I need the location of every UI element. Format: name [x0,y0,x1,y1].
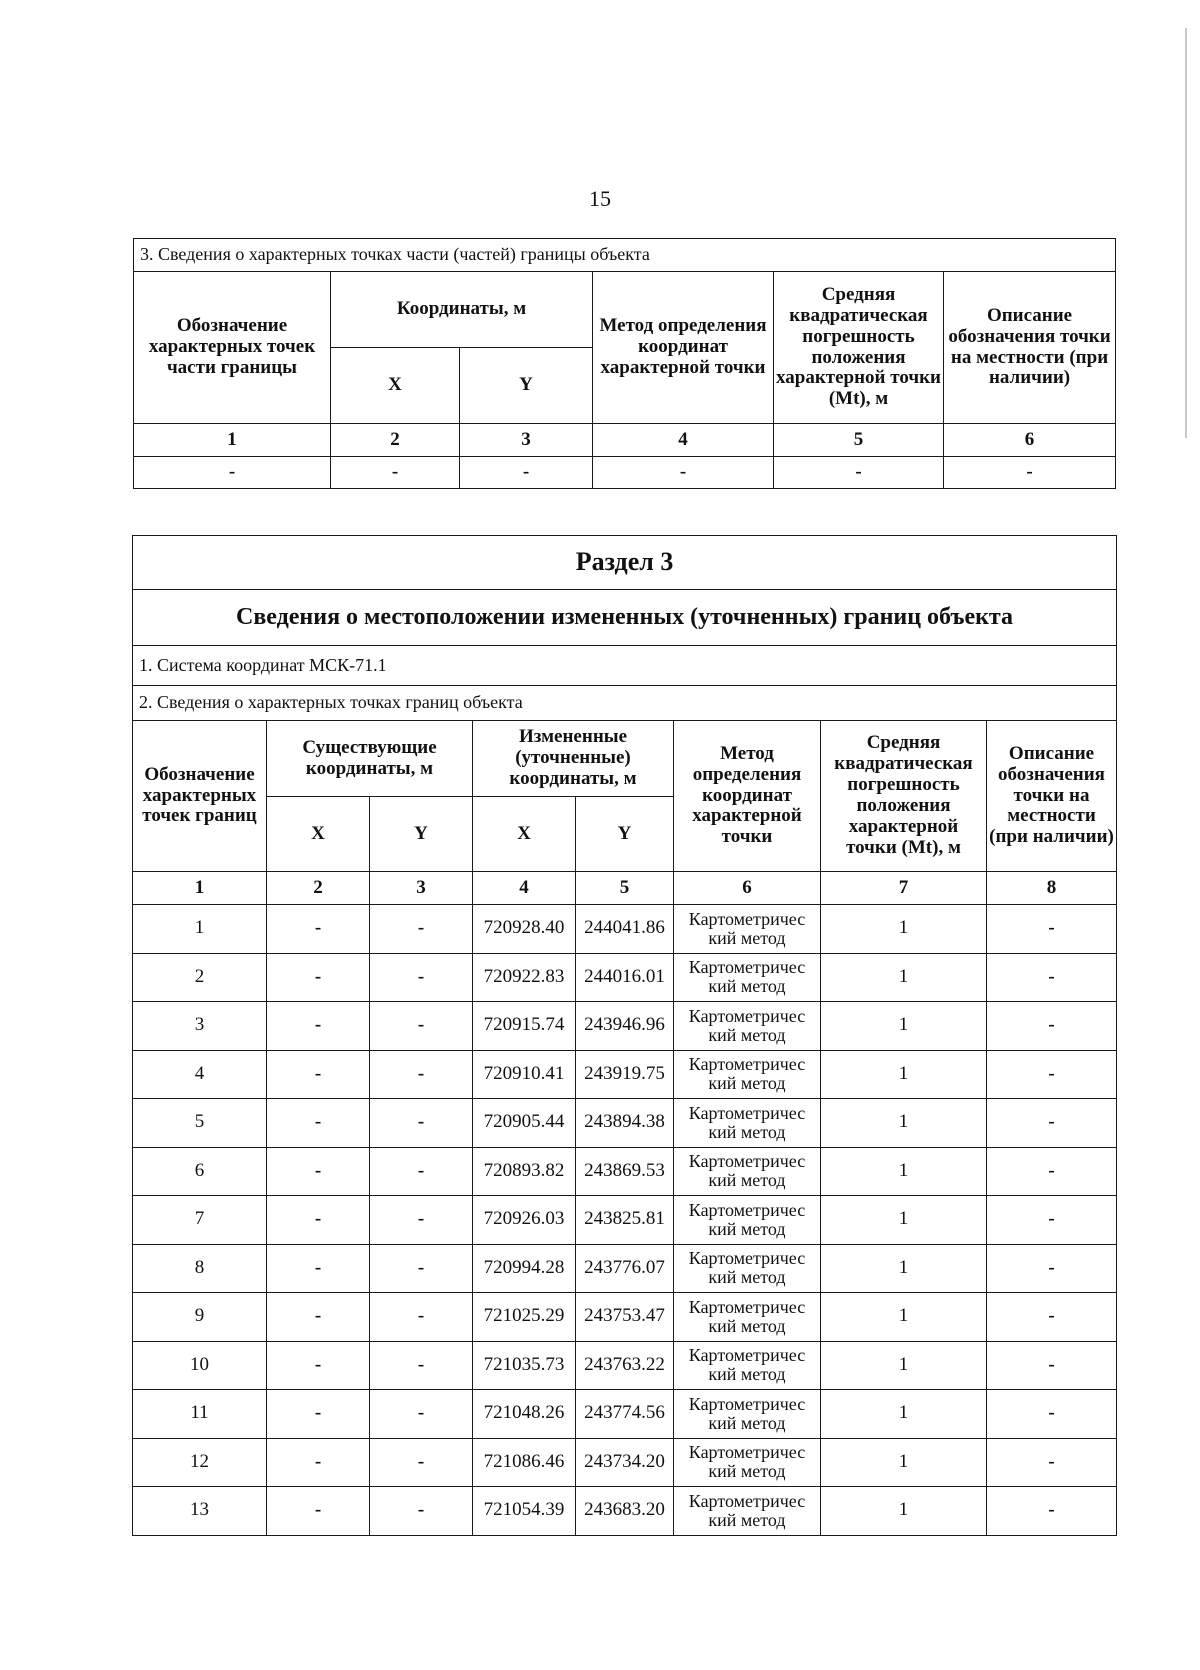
error-cell: 1 [821,1341,987,1390]
point-number: 7 [133,1196,267,1245]
point-number: 2 [133,953,267,1002]
existing-y-cell: - [370,1293,473,1342]
point-number: 13 [133,1487,267,1536]
existing-y-cell: - [370,1099,473,1148]
changed-x-cell: 720928.40 [473,905,576,954]
section-title: Раздел 3 [133,536,1117,590]
table-row [133,1390,1117,1439]
column-number: 2 [331,424,460,457]
changed-y-cell: 243734.20 [576,1438,674,1487]
existing-y-cell: - [370,1341,473,1390]
existing-y-cell: - [370,953,473,1002]
table-row [133,1050,1117,1099]
column-number: 3 [460,424,593,457]
existing-x-cell: - [267,1244,370,1293]
header-method: Метод определения координат характерной точки [593,272,774,424]
changed-y-cell: 244016.01 [576,953,674,1002]
changed-x-cell: 721035.73 [473,1341,576,1390]
description-cell: - [987,1196,1117,1245]
header-error: Средняя квадратическая погрешность положения характерной точки (Mt), м [821,721,987,872]
table-row [133,1293,1117,1342]
column-number-row [134,424,1116,457]
header-description: Описание обозначения точки на местности (при наличии) [944,272,1116,424]
existing-y-cell: - [370,1244,473,1293]
part-boundary-caption: 3. Сведения о характерных точках части (частей) границы объекта [134,239,1116,272]
empty-cell: - [593,457,774,489]
changed-y-cell: 243869.53 [576,1147,674,1196]
existing-x-cell: - [267,1341,370,1390]
existing-y-cell: - [370,1050,473,1099]
changed-x-cell: 720922.83 [473,953,576,1002]
header-designation: Обозначение характерных точек части границы [134,272,331,424]
changed-x-cell: 720915.74 [473,1002,576,1051]
existing-x-cell: - [267,1390,370,1439]
existing-y-cell: - [370,1438,473,1487]
header-coordinates: Координаты, м [331,272,593,348]
header-method: Метод определения координат характерной точки [674,721,821,872]
header-existing-x: X [267,797,370,872]
changed-y-cell: 243683.20 [576,1487,674,1536]
header-existing-y: Y [370,797,473,872]
method-cell: Картометричес кий метод [674,1050,821,1099]
changed-y-cell: 243763.22 [576,1341,674,1390]
description-cell: - [987,1002,1117,1051]
changed-y-cell: 243825.81 [576,1196,674,1245]
table-row [133,1099,1117,1148]
method-cell: Картометричес кий метод [674,1487,821,1536]
error-cell: 1 [821,1196,987,1245]
description-cell: - [987,1293,1117,1342]
error-cell: 1 [821,1390,987,1439]
existing-x-cell: - [267,1438,370,1487]
column-number: 4 [473,872,576,905]
column-number: 8 [987,872,1117,905]
point-number: 8 [133,1244,267,1293]
table-row [133,905,1117,954]
existing-x-cell: - [267,1050,370,1099]
column-number-row [133,872,1117,905]
changed-x-cell: 720893.82 [473,1147,576,1196]
existing-y-cell: - [370,1390,473,1439]
header-existing-coordinates: Существующие координаты, м [267,721,473,797]
point-number: 4 [133,1050,267,1099]
header-description: Описание обозначения точки на местности (при наличии) [987,721,1117,872]
changed-x-cell: 721086.46 [473,1438,576,1487]
changed-y-cell: 244041.86 [576,905,674,954]
error-cell: 1 [821,1050,987,1099]
table-row [133,1438,1117,1487]
point-number: 6 [133,1147,267,1196]
description-cell: - [987,1244,1117,1293]
empty-cell: - [134,457,331,489]
description-cell: - [987,905,1117,954]
method-cell: Картометричес кий метод [674,1196,821,1245]
method-cell: Картометричес кий метод [674,1002,821,1051]
method-cell: Картометричес кий метод [674,1293,821,1342]
header-changed-coordinates: Измененные (уточненные) координаты, м [473,721,674,797]
changed-x-cell: 720994.28 [473,1244,576,1293]
column-number: 6 [674,872,821,905]
changed-x-cell: 720910.41 [473,1050,576,1099]
existing-x-cell: - [267,953,370,1002]
method-cell: Картометричес кий метод [674,1438,821,1487]
existing-x-cell: - [267,1196,370,1245]
existing-x-cell: - [267,1099,370,1148]
point-number: 10 [133,1341,267,1390]
table-row [133,1196,1117,1245]
column-number: 5 [576,872,674,905]
changed-x-cell: 720926.03 [473,1196,576,1245]
column-number: 1 [134,424,331,457]
error-cell: 1 [821,1244,987,1293]
changed-y-cell: 243946.96 [576,1002,674,1051]
column-number: 7 [821,872,987,905]
header-changed-x: X [473,797,576,872]
existing-x-cell: - [267,1293,370,1342]
point-number: 5 [133,1099,267,1148]
method-cell: Картометричес кий метод [674,1390,821,1439]
description-cell: - [987,1147,1117,1196]
table-row [133,1341,1117,1390]
error-cell: 1 [821,953,987,1002]
section-subtitle: Сведения о местоположении измененных (уточненных) границ объекта [133,590,1117,646]
changed-x-cell: 721025.29 [473,1293,576,1342]
header-designation: Обозначение характерных точек границ [133,721,267,872]
point-number: 12 [133,1438,267,1487]
description-cell: - [987,1050,1117,1099]
description-cell: - [987,1341,1117,1390]
column-number: 6 [944,424,1116,457]
table-row [134,457,1116,489]
existing-y-cell: - [370,1487,473,1536]
section3-table [132,535,1117,1536]
column-number: 5 [774,424,944,457]
header-x: X [331,348,460,424]
table-row [133,1487,1117,1536]
existing-x-cell: - [267,905,370,954]
error-cell: 1 [821,905,987,954]
existing-y-cell: - [370,1002,473,1051]
existing-y-cell: - [370,1147,473,1196]
page-number: 15 [589,186,611,211]
empty-cell: - [774,457,944,489]
error-cell: 1 [821,1293,987,1342]
part-boundary-table [133,238,1116,489]
existing-x-cell: - [267,1002,370,1051]
header-error: Средняя квадратическая погрешность положения характерной точки (Mt), м [774,272,944,424]
header-changed-y: Y [576,797,674,872]
description-cell: - [987,1438,1117,1487]
error-cell: 1 [821,1147,987,1196]
changed-y-cell: 243919.75 [576,1050,674,1099]
method-cell: Картометричес кий метод [674,1099,821,1148]
description-cell: - [987,1099,1117,1148]
table-row [133,1244,1117,1293]
table-row [133,953,1117,1002]
coordinate-system: 1. Система координат МСК-71.1 [133,646,1117,686]
point-number: 1 [133,905,267,954]
description-cell: - [987,1487,1117,1536]
existing-y-cell: - [370,1196,473,1245]
point-number: 11 [133,1390,267,1439]
column-number: 1 [133,872,267,905]
method-cell: Картометричес кий метод [674,1244,821,1293]
column-number: 2 [267,872,370,905]
error-cell: 1 [821,1099,987,1148]
empty-cell: - [944,457,1116,489]
method-cell: Картометричес кий метод [674,905,821,954]
changed-x-cell: 721054.39 [473,1487,576,1536]
description-cell: - [987,953,1117,1002]
points-caption: 2. Сведения о характерных точках границ объекта [133,686,1117,721]
existing-x-cell: - [267,1147,370,1196]
changed-y-cell: 243894.38 [576,1099,674,1148]
existing-y-cell: - [370,905,473,954]
empty-cell: - [331,457,460,489]
method-cell: Картометричес кий метод [674,1147,821,1196]
changed-x-cell: 721048.26 [473,1390,576,1439]
table-row [133,1147,1117,1196]
header-y: Y [460,348,593,424]
column-number: 4 [593,424,774,457]
empty-cell: - [460,457,593,489]
changed-y-cell: 243774.56 [576,1390,674,1439]
changed-y-cell: 243776.07 [576,1244,674,1293]
error-cell: 1 [821,1487,987,1536]
scan-edge-line [1185,28,1187,438]
method-cell: Картометричес кий метод [674,1341,821,1390]
method-cell: Картометричес кий метод [674,953,821,1002]
error-cell: 1 [821,1438,987,1487]
point-number: 3 [133,1002,267,1051]
existing-x-cell: - [267,1487,370,1536]
error-cell: 1 [821,1002,987,1051]
point-number: 9 [133,1293,267,1342]
table-row [133,1002,1117,1051]
changed-x-cell: 720905.44 [473,1099,576,1148]
description-cell: - [987,1390,1117,1439]
column-number: 3 [370,872,473,905]
changed-y-cell: 243753.47 [576,1293,674,1342]
